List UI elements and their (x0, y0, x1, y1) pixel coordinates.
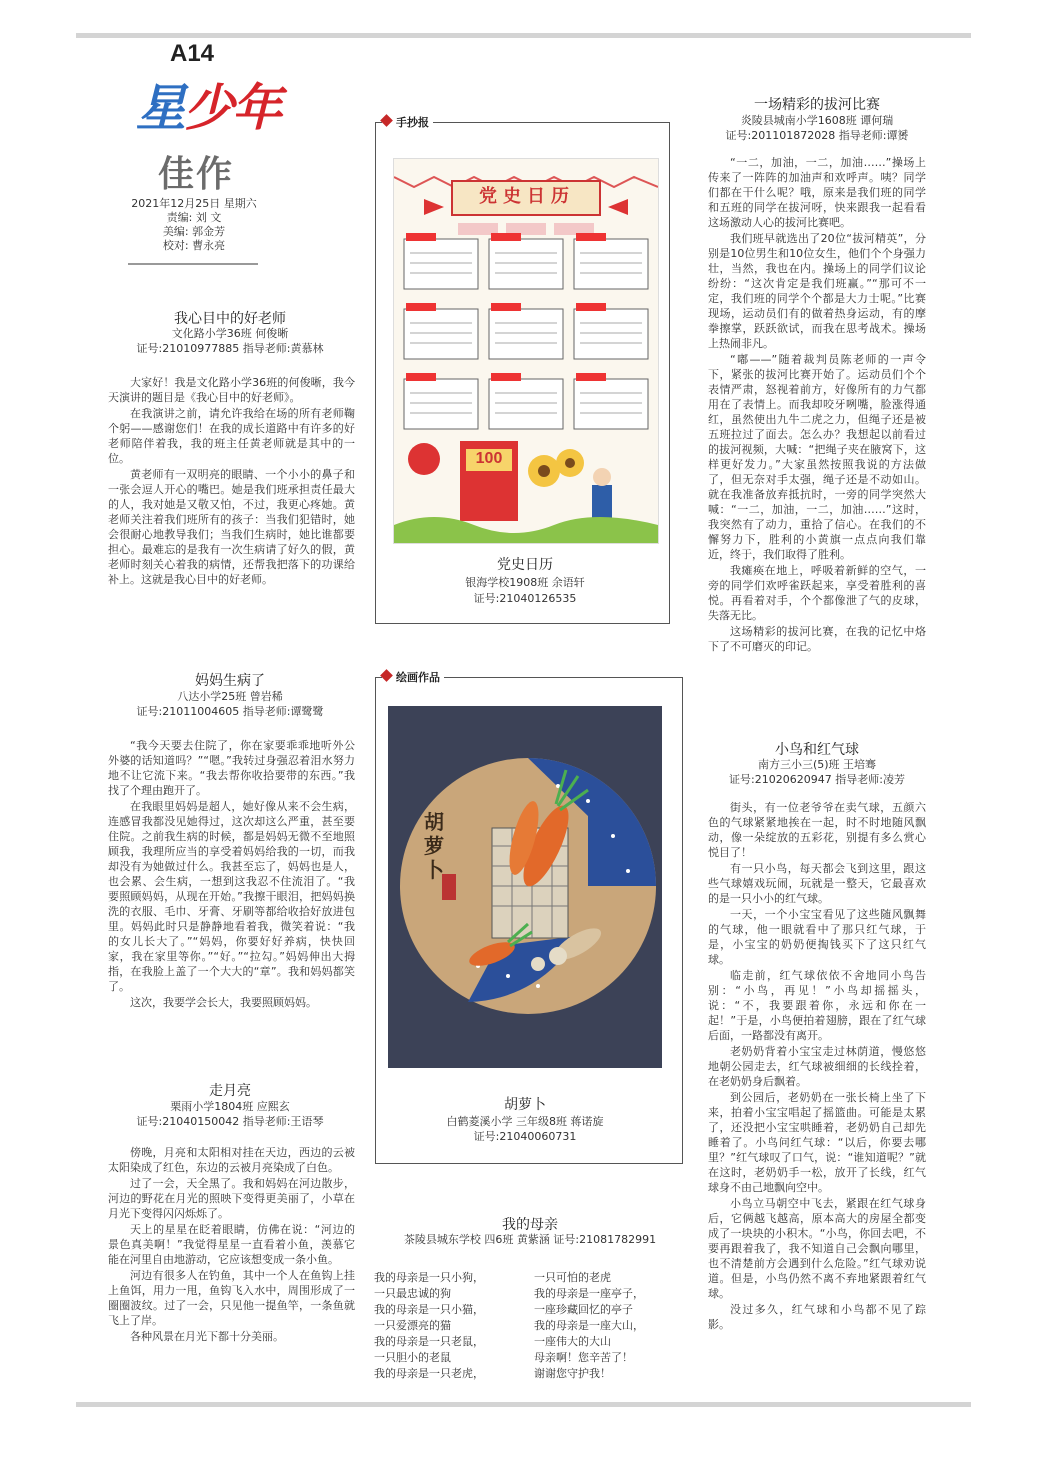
poem-line: 一只可怕的老虎 (534, 1271, 611, 1284)
poem-line: 我的母亲是一座亭子， (534, 1287, 644, 1300)
poem-byline: 茶陵县城东学校 四6班 黄紫涵 证号:21081782991 (403, 1233, 657, 1246)
article-body (708, 800, 926, 1333)
caption-cert: 证号:21040126535 (473, 592, 577, 605)
article-title: 妈妈生病了 (195, 673, 265, 689)
poem-stanza-left (374, 1270, 534, 1382)
article-cert: 证号:21020620947 指导老师:凌芳 (729, 773, 905, 786)
article-byline: 南方三小三(5)班 王培骞 (757, 758, 877, 771)
paragraph: 在我演讲之前，请允许我给在场的所有老师鞠个躬——感谢您们！在我的成长道路中有许多的好老师陪伴着我，我的班主任黄老师就是其中的一位。 (108, 407, 355, 465)
article-body (708, 155, 926, 655)
paragraph: 这场精彩的拔河比赛，在我的记忆中烙下了不可磨灭的印记。 (708, 625, 926, 653)
paragraph: 傍晚，月亮和太阳相对挂在天边，西边的云被太阳染成了红色，东边的云被月亮染成了白色。 (108, 1146, 355, 1174)
brand-logo-star-char: 星 (136, 80, 184, 136)
poster-badge: 100 (475, 450, 503, 467)
paragraph: “嘟——”随着裁判员陈老师的一声令下，紧张的拔河比赛开始了。运动员们个个表情严肃，怒视着前方，好像所有的力气都用在了表情上。而我却咬牙咧嘴，脸涨得通红，虽然使出九牛二虎之力，但绳子还是被五班拉过了面去。怎么办？我想起以前看过的拔河视频，大喊：“把绳子夹在腋窝下，这样更好发力。”大家虽然按照我说的方法做了，但无奈对手太强，绳子还是不动如山。就在我准备放弃抵抗时，一旁的同学突然大喊：“一二，加油，一二，加油……”这时，我突然有了动力，重拾了信心。在我们的不懈努力下，胜利的小黄旗一点点向我们靠近，终于，我们取得了胜利。 (708, 353, 926, 561)
paragraph: “我今天要去住院了，你在家要乖乖地听外公外婆的话知道吗？”“嗯。”我转过身强忍着泪水努力地不让它流下来。“我去帮你收拾要带的东西。”我找了个理由跑开了。 (108, 739, 355, 797)
proofreader-credit: 校对: 曹永亮 (162, 239, 226, 252)
tag-painting: 绘画作品 (382, 669, 444, 685)
paragraph: 小鸟立马朝空中飞去，紧跟在红气球身后，它俩越飞越高，原本高大的房屋全都变成了一块块的小积木。“小鸟，你回去吧，不要再跟着我了，我不知道自己会飘向哪里，也不清楚前方会遇到什么危险。”红气球劝说道。但是，小鸟仍然不离不弃地紧跟着红气球。 (708, 1197, 926, 1300)
caption-byline: 银海学校1908班 余语轩 (465, 576, 585, 589)
poem-line: 一只胆小的老鼠 (374, 1351, 451, 1364)
caption-title: 党史日历 (497, 557, 553, 573)
paragraph: 我们班早就选出了20位“拔河精英”，分别是10位男生和10位女生，他们个个身强力壮，当然，我也在内。操场上的同学们议论纷纷：“这次肯定是我们班赢。”“那可不一定，我们班的同学个个都是大力士呢。”比赛现场，运动员们有的做着热身运动，有的摩拳擦掌，跃跃欲试，而我在思考战术。操场上热闹非凡。 (708, 232, 926, 350)
article-title: 走月亮 (209, 1083, 251, 1099)
article-byline: 炎陵县城南小学1608班 谭何瑞 (740, 114, 894, 127)
painting-image (388, 706, 662, 1068)
paragraph: 这次，我要学会长大，我要照顾妈妈。 (130, 996, 317, 1009)
article-byline: 栗雨小学1804班 应熙玄 (170, 1100, 290, 1113)
article-byline: 文化路小学36班 何俊晰 (171, 327, 289, 340)
brand-logo-youth-chars: 少年 (184, 80, 280, 136)
article-cert: 证号:21040150042 指导老师:王语琴 (136, 1115, 324, 1128)
caption-byline: 白鹤菱溪小学 三年级8班 蒋诺旋 (446, 1115, 604, 1128)
poem-line: 谢谢您守护我！ (534, 1367, 611, 1380)
bottom-rule (76, 1402, 971, 1407)
article-cert: 证号:21011004605 指导老师:谭鹭鹭 (136, 705, 324, 718)
poster-artwork (394, 159, 658, 543)
paragraph: 有一只小鸟，每天都会飞到这里，跟这些气球嬉戏玩闹，玩就是一整天，它最喜欢的是一只小小的红气球。 (708, 862, 926, 905)
article-cert: 证号:21010977885 指导老师:黄慕林 (136, 342, 324, 355)
editorial-credits (124, 197, 264, 253)
article-title: 小鸟和红气球 (775, 742, 859, 758)
section-title: 佳作 (158, 153, 235, 195)
article-title: 我心目中的好老师 (174, 311, 286, 327)
credits-divider (128, 263, 258, 265)
poem-line: 我的母亲是一只老鼠， (374, 1335, 484, 1348)
article-title: 一场精彩的拔河比赛 (754, 97, 880, 113)
page-number: A14 (170, 40, 215, 67)
paragraph: 一天，一个小宝宝看见了这些随风飘舞的气球，他一眼就看中了那只红气球，于是，小宝宝的奶奶便掏钱买下了这只红气球。 (708, 908, 926, 966)
poem-line: 我的母亲是一座大山， (534, 1319, 644, 1332)
poster-heading: 党史日历 (479, 186, 575, 207)
paragraph: 在我眼里妈妈是超人，她好像从来不会生病，连感冒我都没见她得过，这次却这么严重，甚至要住院。之前我生病的时候，都是妈妈无微不至地照顾我，我理所应当的享受着妈妈给我的一切，而我却没有为她做过什么。我甚至忘了，妈妈也是人，也会累、会生病，一想到这我忍不住流泪了。“我要照顾妈妈，从现在开始。”我擦干眼泪，把妈妈换洗的衣服、毛巾、牙膏、牙刷等都给收拾好放进包里。妈妈此时只是静静地看着我，微笑着说：“我的女儿长大了。”“妈妈，你要好好养病，快快回家，我在家里等你。”“好。”“拉勾。”妈妈伸出大拇指，在我脸上盖了一个大大的“章”。我和妈妈都笑了。 (108, 800, 355, 993)
poem-stanza-right (534, 1270, 684, 1382)
poem-line: 一只爱漂亮的猫 (374, 1319, 451, 1332)
brand-logo (136, 68, 280, 140)
poem-line: 我的母亲是一只老虎， (374, 1367, 484, 1380)
poem-line: 一只最忠诚的狗 (374, 1287, 451, 1300)
tag-handmade-poster: 手抄报 (382, 114, 433, 130)
poster-image (393, 158, 659, 544)
poem-line: 母亲啊！您辛苦了！ (534, 1351, 633, 1364)
issue-date: 2021年12月25日 星期六 (131, 197, 257, 210)
poem-line: 一座珍藏回忆的亭子 (534, 1303, 633, 1316)
paragraph: 临走前，红气球依依不舍地同小鸟告别：“小鸟，再见！”小鸟却摇摇头，说：“不，我要跟着你，永远和你在一起！”于是，小鸟便拍着翅膀，跟在了红气球后面，一路都没有离开。 (708, 969, 926, 1042)
article-body (108, 1145, 355, 1345)
painting-artwork (388, 706, 662, 1068)
poem-line: 我的母亲是一只小猫， (374, 1303, 484, 1316)
caption-cert: 证号:21040060731 (473, 1130, 577, 1143)
paragraph: 各种风景在月光下都十分美丽。 (130, 1330, 284, 1343)
paragraph: 黄老师有一双明亮的眼睛、一个小小的鼻子和一张会逗人开心的嘴巴。她是我们班承担责任最大的人，我对她是又敬又怕，不过，我更心疼她。黄老师关注着我们班所有的孩子：当我们犯错时，她会很耐心地教导我们；当我们生病时，她比谁都要担心。最难忘的是我有一次生病请了好久的假，黄老师时刻关心着我的病情，还帮我把落下的功课给补上。这就是我心目中的好老师。 (108, 468, 355, 586)
paragraph: 没过多久，红气球和小鸟都不见了踪影。 (708, 1303, 926, 1331)
article-byline: 八达小学25班 曾岩稀 (177, 690, 283, 703)
paragraph: 河边有很多人在钓鱼，其中一个人在鱼钩上挂上鱼饵，用力一甩，鱼钩飞入水中，周围形成了一圈圈波纹。过了一会，只见他一提鱼竿，一条鱼就飞上了岸。 (108, 1269, 355, 1327)
paragraph: 街头，有一位老爷爷在卖气球，五颜六色的气球紧紧地挨在一起，时不时地随风飘动，像一朵绽放的五彩花，别提有多么赏心悦目了！ (708, 801, 926, 859)
editor-credit: 责编: 刘 文 (166, 211, 222, 224)
article-cert: 证号:201101872028 指导老师:谭赟 (725, 129, 909, 142)
paragraph: 到公园后，老奶奶在一张长椅上坐了下来，拍着小宝宝唱起了摇篮曲。可能是太累了，还没把小宝宝哄睡着，老奶奶自己却先睡着了。小鸟问红气球：“以后，你要去哪里？”红气球叹了口气，说：“谁知道呢？”就在这时，老奶奶手一松，放开了长线，红气球身不由己地飘向空中。 (708, 1091, 926, 1194)
top-rule (76, 33, 971, 38)
painting-inscription: 胡萝卜 (424, 810, 444, 882)
poem-line: 一座伟大的大山 (534, 1335, 611, 1348)
paragraph: 老奶奶背着小宝宝走过林荫道，慢悠悠地朝公园走去，红气球被细细的长线拴着，在老奶奶身后飘着。 (708, 1045, 926, 1088)
paragraph: 过了一会，天全黑了。我和妈妈在河边散步，河边的野花在月光的照映下变得更美丽了，小草在月光下变得闪闪烁烁了。 (108, 1177, 355, 1220)
paragraph: “一二，加油，一二，加油……”操场上传来了一阵阵的加油声和欢呼声。咦？同学们都在干什么呢？哦，原来是我们班的同学和五班的同学在拔河呀，快来跟我一起看看这场激动人心的拔河比赛吧。 (708, 156, 926, 229)
paragraph: 大家好！我是文化路小学36班的何俊晰，我今天演讲的题目是《我心目中的好老师》。 (108, 376, 355, 404)
caption-title: 胡萝卜 (504, 1097, 546, 1113)
poem-line: 我的母亲是一只小狗， (374, 1271, 484, 1284)
paragraph: 天上的星星在眨着眼睛，仿佛在说：“河边的景色真美啊！”我觉得星星一直看着小鱼，羡慕它能在河里自由地游动，它应该想变成一条小鱼。 (108, 1223, 355, 1266)
paragraph: 我瘫痪在地上，呼吸着新鲜的空气，一旁的同学们欢呼雀跃起来，享受着胜利的喜悦。再看着对手，个个都像泄了气的皮球，失落无比。 (708, 564, 926, 622)
article-body (108, 375, 355, 588)
poem-title: 我的母亲 (502, 1217, 558, 1233)
article-body (108, 738, 355, 1011)
designer-credit: 美编: 郭金芳 (162, 225, 226, 238)
